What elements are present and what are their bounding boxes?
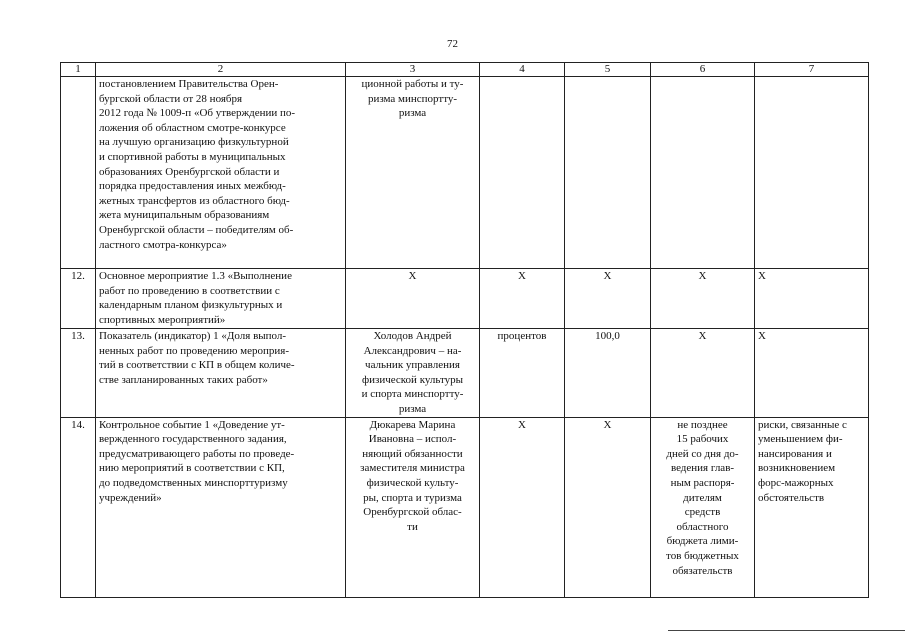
description-cell [96, 417, 346, 597]
description-cell [96, 269, 346, 329]
text-line: жетных трансфертов из областного бюд- [99, 194, 290, 207]
table-row [61, 77, 869, 269]
text-line: форс-мажорных [758, 476, 834, 489]
text-line: няющий обязанности [362, 447, 463, 460]
text-line: уменьшением фи- [758, 433, 843, 446]
text-line: вержденного государственного задания, [99, 433, 287, 446]
text-line: Ивановна – испол- [368, 433, 457, 446]
text-line: Александрович – на- [363, 344, 462, 357]
text-line: и спортивной работы в муниципальных [99, 150, 286, 163]
text-line: стве запланированных таких работ» [99, 373, 268, 386]
risks-cell [755, 417, 869, 597]
text-line: риски, связанные с [758, 418, 847, 431]
text-line: ведения глав- [670, 462, 735, 475]
footer-divider [668, 630, 905, 631]
risks-cell [755, 77, 869, 269]
text-line: не позднее [677, 418, 728, 431]
text-line: и спорта минспортту- [361, 388, 464, 401]
row-number-cell: 13. [61, 329, 96, 418]
text-line: ционной работы и ту- [361, 78, 464, 90]
header-cell-7: 7 [755, 63, 869, 77]
text-line: обязательств [672, 564, 733, 577]
text-line: ти [407, 520, 418, 533]
responsible-cell [346, 269, 480, 329]
text-line: Х [758, 270, 766, 282]
text-line: Оренбургской области – победителям об- [99, 223, 294, 236]
text-line: Контрольное событие 1 «Доведение ут- [99, 418, 285, 431]
row-number-cell: 12. [61, 269, 96, 329]
text-line: бюджета лими- [666, 535, 739, 548]
text-line: бургской области от 28 ноября [99, 92, 243, 105]
text-line: Х [603, 270, 612, 282]
text-line: Х [698, 330, 707, 342]
text-line: Х [698, 270, 707, 282]
text-line: предусматривающего работы по проведе- [99, 447, 295, 460]
text-line: областного [676, 520, 729, 533]
row-number-cell [61, 77, 96, 269]
text-line: физической культу- [366, 476, 459, 489]
text-line: ным распоря- [670, 476, 735, 489]
text-line: дителям [683, 491, 722, 504]
text-line: Показатель (индикатор) 1 «Доля выпол- [99, 330, 287, 342]
text-line: чальник управления [365, 359, 460, 372]
header-cell-3: 3 [346, 63, 480, 77]
header-row [61, 63, 869, 77]
responsible-cell [346, 329, 480, 418]
text-line: нансирования и [758, 447, 832, 460]
text-line: календарным планом физкультурных и [99, 299, 283, 312]
responsible-cell [346, 77, 480, 269]
text-line: тий в соответствии с КП в общем количе- [99, 359, 295, 372]
deadline-cell [651, 77, 755, 269]
text-line: на лучшую организацию физкультурной [99, 136, 289, 149]
risks-cell [755, 329, 869, 418]
text-line: жета муниципальным образованиям [99, 209, 270, 222]
text-line: 100,0 [595, 330, 620, 342]
value-cell [565, 417, 651, 597]
responsible-cell [346, 417, 480, 597]
text-line: Дюкарева Марина [369, 418, 456, 431]
value-cell [565, 269, 651, 329]
text-line: физической культуры [361, 373, 464, 386]
text-line: ластного смотра-конкурса» [99, 238, 227, 251]
text-line: спортивных мероприятий» [99, 313, 226, 326]
text-line: ризма [398, 402, 427, 415]
text-line: Х [518, 418, 526, 431]
description-cell [96, 77, 346, 269]
description-cell [96, 329, 346, 418]
text-line: Х [758, 330, 766, 342]
deadline-cell [651, 417, 755, 597]
value-cell [565, 77, 651, 269]
text-line: ложения об областном смотре-конкурсе [99, 121, 286, 134]
table-row [61, 417, 869, 597]
text-line: Основное мероприятие 1.3 «Выполнение [99, 270, 292, 282]
unit-cell [480, 269, 565, 329]
text-line: образованиях Оренбургской области и [99, 165, 280, 178]
table-row [61, 329, 869, 418]
plan-table [60, 62, 869, 598]
text-line: 2012 года № 1009-п «Об утверждении по- [99, 107, 296, 120]
text-line: Х [408, 270, 417, 282]
text-line: нию мероприятий в соответствии с КП, [99, 462, 285, 475]
deadline-cell [651, 269, 755, 329]
text-line: ризма [398, 107, 427, 120]
text-line: порядка предоставления иных межбюд- [99, 180, 286, 193]
unit-cell [480, 77, 565, 269]
risks-cell [755, 269, 869, 329]
text-line: работ по проведению в соответствии с [99, 284, 280, 297]
text-line: Оренбургской облас- [363, 506, 462, 519]
text-line: до подведомственных минспорттуризму [99, 476, 288, 489]
table-row [61, 269, 869, 329]
deadline-cell [651, 329, 755, 418]
header-cell-6: 6 [651, 63, 755, 77]
header-cell-2: 2 [96, 63, 346, 77]
text-line: Х [518, 270, 526, 282]
text-line: 15 рабочих [676, 433, 729, 446]
text-line: обстоятельств [758, 491, 825, 504]
text-line: Холодов Андрей [373, 330, 452, 342]
text-line: ры, спорта и туризма [363, 491, 462, 504]
text-line: ризма минспортту- [367, 92, 458, 105]
text-line: ненных работ по проведению мероприя- [99, 344, 290, 357]
header-cell-1: 1 [61, 63, 96, 77]
text-line: процентов [497, 330, 547, 342]
text-line: Х [603, 418, 612, 431]
text-line: средств [684, 506, 721, 519]
page-number: 72 [447, 38, 458, 50]
row-number-cell: 14. [61, 417, 96, 597]
unit-cell [480, 417, 565, 597]
text-line: тов бюджетных [666, 549, 739, 562]
text-line: дней со дня до- [666, 447, 739, 460]
text-line: возникновением [758, 462, 836, 475]
text-line: постановлением Правительства Орен- [99, 78, 279, 90]
value-cell [565, 329, 651, 418]
header-cell-5: 5 [565, 63, 651, 77]
text-line: заместителя министра [360, 462, 465, 475]
text-line: учреждений» [99, 491, 162, 504]
unit-cell [480, 329, 565, 418]
header-cell-4: 4 [480, 63, 565, 77]
